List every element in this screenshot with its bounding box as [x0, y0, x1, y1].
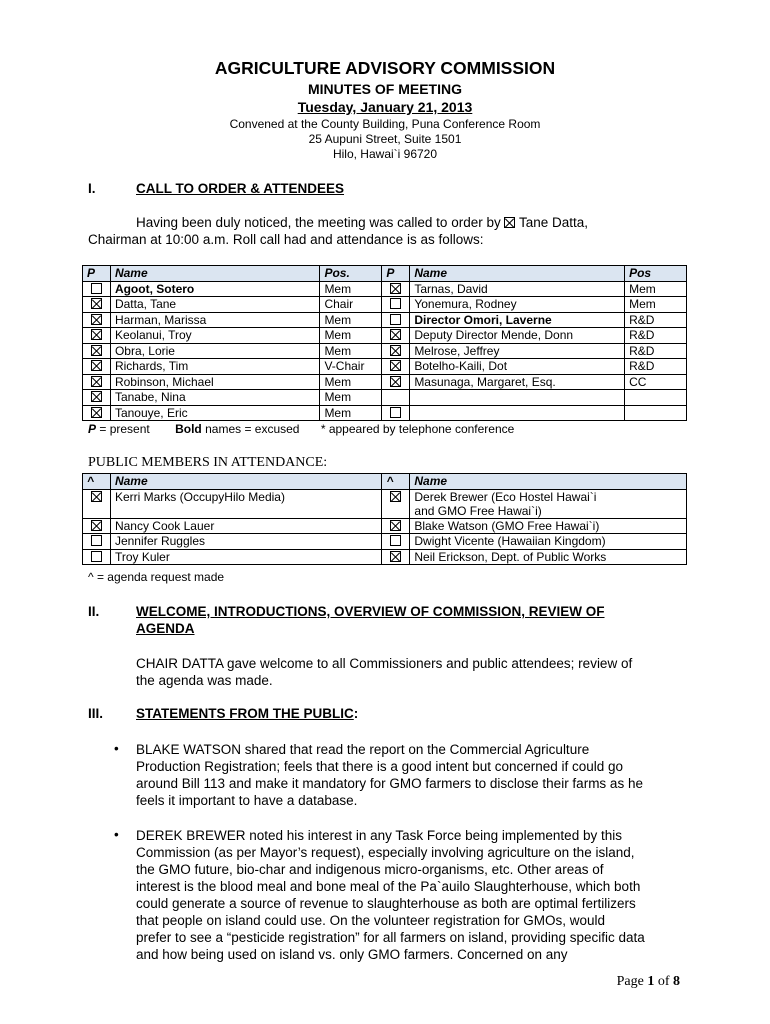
attendee-name: [410, 534, 687, 550]
section-3-colon: :: [353, 706, 359, 721]
checkbox-cell: [83, 374, 111, 390]
member-position: Chair: [320, 297, 382, 313]
checkbox-cell: [382, 549, 410, 565]
checkbox-checked-icon: [91, 376, 102, 387]
attendance-row: [83, 328, 687, 344]
member-position: Mem: [320, 281, 382, 297]
section-2-body-line-2: the agenda was made.: [136, 673, 273, 688]
checkbox-checked-icon: [91, 314, 102, 325]
public-statement-watson: [136, 741, 643, 809]
member-name: Richards, Tim: [110, 359, 320, 375]
attendance-row: [83, 390, 687, 406]
section-2-number: II.: [88, 604, 100, 619]
legend-telephone: * appeared by telephone conference: [320, 422, 515, 436]
attendance-row: [83, 297, 687, 313]
public-header-cell: ^: [83, 474, 111, 490]
checkbox-checked-icon: [390, 283, 401, 294]
section-2-title-line-1: WELCOME, INTRODUCTIONS, OVERVIEW OF COMMISSION, REVIEW OF: [136, 604, 605, 619]
attendee-name: Kerri Marks (OccupyHilo Media): [110, 489, 382, 518]
page-number: [617, 974, 680, 990]
attendance-header-cell: Name: [410, 266, 625, 282]
attendance-header-cell: P: [382, 266, 410, 282]
paragraph-line: Production Registration; feels that there is a good intent but concerned if could go: [136, 759, 624, 774]
member-position: R&D: [625, 343, 687, 359]
checkbox-empty-icon: [91, 283, 102, 294]
paragraph-line: prefer to see a “pesticide registration” for all farmers on island, providing specific data: [136, 930, 645, 945]
public-members-heading: PUBLIC MEMBERS IN ATTENDANCE:: [88, 455, 328, 470]
attendance-row: [83, 312, 687, 328]
member-position: CC: [625, 374, 687, 390]
attendance-row: [83, 359, 687, 375]
checkbox-checked-icon: [91, 345, 102, 356]
paragraph-line: feels it important to have a database.: [136, 793, 358, 808]
section-1-intro-cont: Chairman at 10:00 a.m. Roll call had and attendance is as follows:: [88, 232, 484, 247]
paragraph-line: Commission (as per Mayor’s request), especially involving agriculture on the island,: [136, 845, 635, 860]
checkbox-cell: [83, 359, 111, 375]
page-word: Page: [616, 974, 644, 989]
checkbox-cell: [83, 297, 111, 313]
document-title: AGRICULTURE ADVISORY COMMISSION: [214, 58, 556, 78]
member-position: Mem: [320, 312, 382, 328]
attendance-table: [82, 265, 687, 421]
page-total: 8: [673, 974, 680, 989]
checkbox-cell: [382, 390, 410, 406]
section-2-title-line-2: AGENDA: [136, 621, 195, 636]
section-3-heading: [136, 706, 358, 721]
checkbox-cell: [382, 374, 410, 390]
attendee-name-line: Derek Brewer (Eco Hostel Hawai`i: [414, 489, 597, 504]
location-line-1: Convened at the County Building, Puna Conference Room: [229, 117, 541, 131]
checkbox-checked-icon: [91, 407, 102, 418]
checkbox-checked-icon: [91, 520, 102, 531]
member-name: Tanouye, Eric: [110, 405, 320, 421]
member-name: Keolanui, Troy: [110, 328, 320, 344]
paragraph-line: the GMO future, bio-char and indigenous micro-organisms, etc. Other areas of: [136, 862, 604, 877]
member-name: Tanabe, Nina: [110, 390, 320, 406]
public-members-table: [82, 473, 687, 565]
legend-present: = present: [99, 422, 150, 436]
public-header-cell: Name: [110, 474, 382, 490]
member-position: Mem: [625, 297, 687, 313]
checkbox-cell: [83, 343, 111, 359]
attendance-header-cell: Pos: [625, 266, 687, 282]
section-3-title: STATEMENTS FROM THE PUBLIC: [136, 706, 354, 721]
checkbox-empty-icon: [390, 535, 401, 546]
checkbox-cell: [382, 489, 410, 518]
paragraph-line: BLAKE WATSON shared that read the report on the Commercial Agriculture: [136, 742, 590, 757]
location-line-2: 25 Aupuni Street, Suite 1501: [308, 132, 462, 146]
public-row: [83, 518, 687, 534]
chair-name: Tane Datta,: [519, 215, 589, 230]
member-position: R&D: [625, 359, 687, 375]
member-name: Masunaga, Margaret, Esq.: [410, 374, 625, 390]
attendee-name: [410, 489, 687, 518]
member-position: Mem: [320, 405, 382, 421]
attendee-name-line: Dwight Vicente (Hawaiian Kingdom): [414, 534, 606, 548]
paragraph-line: could generate a source of revenue to slaughterhouse as both are optimal fertilizers: [136, 896, 636, 911]
member-position: [625, 405, 687, 421]
legend-excused: names = excused: [205, 422, 300, 436]
member-name: Agoot, Sotero: [110, 281, 320, 297]
attendance-legend: [88, 422, 514, 436]
member-position: Mem: [320, 374, 382, 390]
checkbox-cell: [83, 390, 111, 406]
checkbox-cell: [83, 328, 111, 344]
public-statement-brewer: [136, 827, 645, 963]
checkbox-cell: [83, 312, 111, 328]
member-name: [410, 405, 625, 421]
checkbox-empty-icon: [91, 551, 102, 562]
attendance-header-cell: Pos.: [320, 266, 382, 282]
section-1-intro: [136, 214, 588, 231]
public-header-cell: ^: [382, 474, 410, 490]
paragraph-line: DEREK BREWER noted his interest in any Task Force being implemented by this: [136, 828, 622, 843]
checkbox-cell: [83, 405, 111, 421]
checkbox-cell: [382, 534, 410, 550]
bullet-icon: •: [114, 741, 119, 756]
attendance-header-cell: P: [83, 266, 111, 282]
bullet-icon: •: [114, 827, 119, 842]
legend-p: P: [88, 422, 97, 436]
checkbox-checked-icon: [91, 298, 102, 309]
attendee-name: [410, 549, 687, 565]
page-current: 1: [647, 974, 655, 989]
member-position: V-Chair: [320, 359, 382, 375]
attendee-name-line: Blake Watson (GMO Free Hawai`i): [414, 518, 600, 533]
checkbox-cell: [382, 328, 410, 344]
checkbox-cell: [83, 281, 111, 297]
attendance-header-cell: Name: [110, 266, 320, 282]
attendee-name-line: Neil Erickson, Dept. of Public Works: [414, 549, 607, 564]
attendance-row: [83, 281, 687, 297]
legend-bold: Bold: [175, 422, 202, 436]
member-name: Deputy Director Mende, Donn: [410, 328, 625, 344]
public-row: [83, 549, 687, 565]
member-name: Yonemura, Rodney: [410, 297, 625, 313]
member-name: Obra, Lorie: [110, 343, 320, 359]
attendance-row: [83, 374, 687, 390]
member-position: R&D: [625, 328, 687, 344]
member-position: Mem: [320, 390, 382, 406]
checkbox-cell: [382, 297, 410, 313]
checkbox-checked-icon: [390, 491, 401, 502]
public-header-row: [83, 474, 687, 490]
section-3-number: III.: [88, 706, 104, 721]
member-name: Director Omori, Laverne: [410, 312, 625, 328]
checkbox-cell: [382, 343, 410, 359]
checkbox-checked-icon: [91, 391, 102, 402]
member-name: Melrose, Jeffrey: [410, 343, 625, 359]
member-name: [410, 390, 625, 406]
checkbox-cell: [382, 281, 410, 297]
member-position: Mem: [320, 343, 382, 359]
attendee-name-line: and GMO Free Hawai`i): [414, 503, 542, 518]
member-name: Datta, Tane: [110, 297, 320, 313]
section-2-body-line-1: CHAIR DATTA gave welcome to all Commissioners and public attendees; review of: [136, 656, 633, 671]
member-name: Tarnas, David: [410, 281, 625, 297]
checkbox-checked-icon: [390, 551, 401, 562]
checkbox-cell: [83, 518, 111, 534]
paragraph-line: interest is the blood meal and bone meal of the Pa`auilo Slaughterhouse, which both: [136, 879, 641, 894]
checkbox-cell: [382, 518, 410, 534]
checkbox-empty-icon: [390, 298, 401, 309]
checkbox-cell: [382, 359, 410, 375]
member-position: [625, 390, 687, 406]
checkbox-cell: [83, 489, 111, 518]
attendance-row: [83, 343, 687, 359]
location-line-3: Hilo, Hawai`i 96720: [332, 147, 438, 161]
intro-text: Having been duly noticed, the meeting was called to order by: [136, 215, 501, 230]
member-position: Mem: [625, 281, 687, 297]
paragraph-line: around Bill 113 and make it mandatory for GMO farmers to disclose their farms as he: [136, 776, 643, 791]
paragraph-line: and how being used on island vs. only GMO farmers. Concerned on any: [136, 947, 568, 962]
checkbox-checked-icon: [390, 329, 401, 340]
member-position: Mem: [320, 328, 382, 344]
attendee-name: Troy Kuler: [110, 549, 382, 565]
checkbox-checked-icon: [91, 491, 102, 502]
attendee-name: [410, 518, 687, 534]
public-header-cell: Name: [410, 474, 687, 490]
checkbox-checked-icon: [390, 360, 401, 371]
attendee-name: Nancy Cook Lauer: [110, 518, 382, 534]
section-1-number: I.: [88, 181, 96, 196]
checkbox-empty-icon: [390, 314, 401, 325]
checkbox-checked-icon: [91, 360, 102, 371]
checkbox-checked-icon: [390, 520, 401, 531]
attendance-header-row: [83, 266, 687, 282]
paragraph-line: that people on island could use. On the volunteer registration for GMOs, would: [136, 913, 606, 928]
checkbox-checked-icon: [504, 217, 515, 228]
checkbox-checked-icon: [91, 329, 102, 340]
attendance-row: [83, 405, 687, 421]
agenda-request-note: ^ = agenda request made: [88, 570, 225, 584]
section-1-title: CALL TO ORDER & ATTENDEES: [136, 181, 345, 196]
member-name: Harman, Marissa: [110, 312, 320, 328]
member-position: R&D: [625, 312, 687, 328]
checkbox-cell: [382, 312, 410, 328]
checkbox-checked-icon: [390, 376, 401, 387]
attendee-name: Jennifer Ruggles: [110, 534, 382, 550]
checkbox-cell: [382, 405, 410, 421]
checkbox-cell: [83, 549, 111, 565]
of-word: of: [657, 974, 670, 989]
member-name: Botelho-Kaili, Dot: [410, 359, 625, 375]
checkbox-empty-icon: [91, 535, 102, 546]
public-row: [83, 534, 687, 550]
checkbox-cell: [83, 534, 111, 550]
checkbox-checked-icon: [390, 345, 401, 356]
public-row: [83, 489, 687, 518]
meeting-date: Tuesday, January 21, 2013: [297, 99, 473, 115]
member-name: Robinson, Michael: [110, 374, 320, 390]
checkbox-empty-icon: [390, 407, 401, 418]
document-subtitle: MINUTES OF MEETING: [308, 81, 462, 97]
